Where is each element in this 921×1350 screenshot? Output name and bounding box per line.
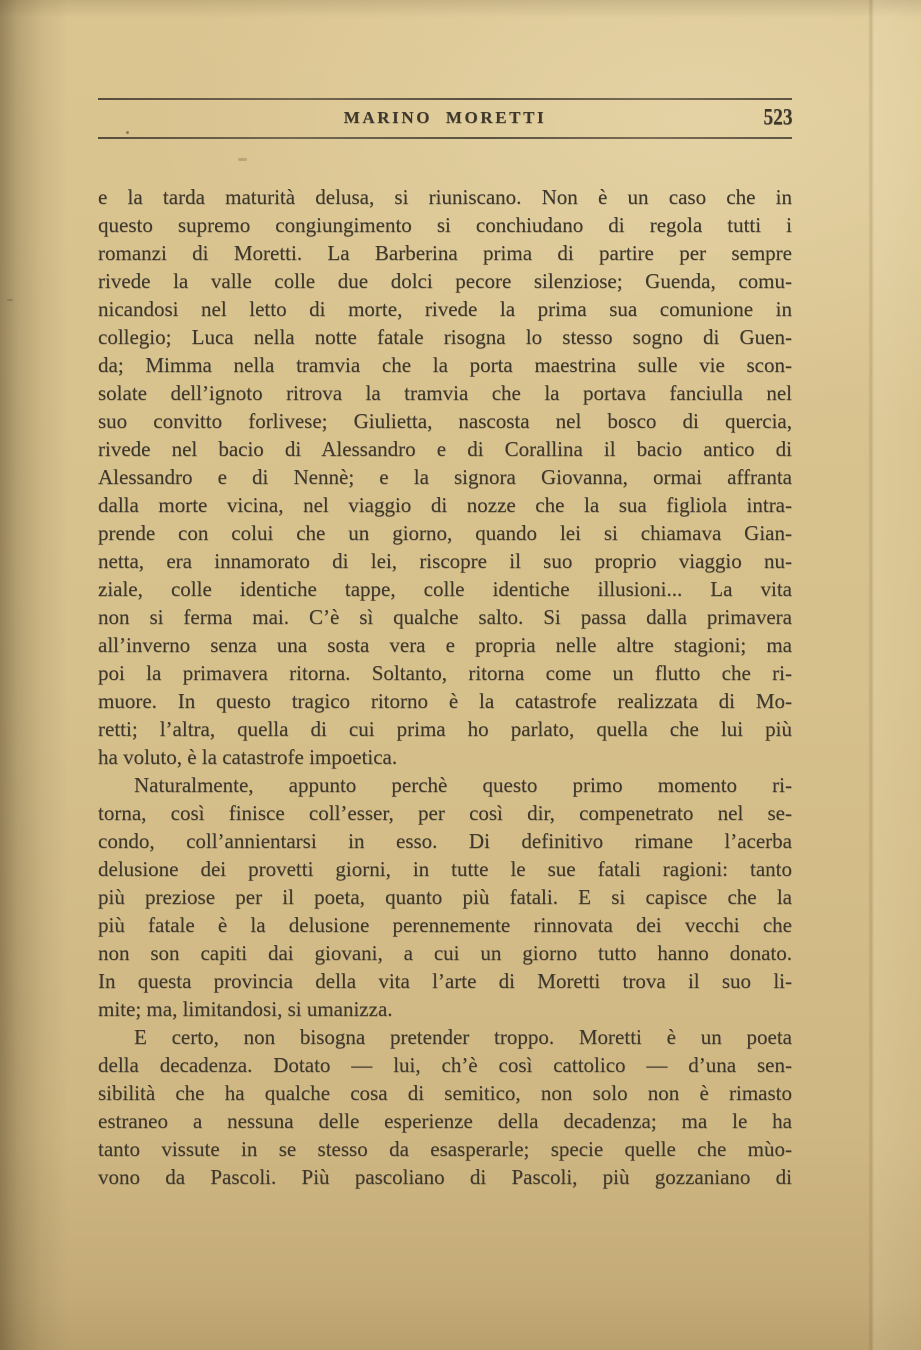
text-line: ziale, colle identiche tappe, colle identiche illusioni... La vita bbox=[98, 577, 792, 601]
text-line: più preziose per il poeta, quanto più fatali. E si capisce che la bbox=[98, 885, 792, 909]
text-line: In questa provincia della vita l’arte di Moretti trova il suo li- bbox=[98, 969, 792, 993]
text-line: collegio; Luca nella notte fatale risogna lo stesso sogno di Guen- bbox=[98, 325, 792, 349]
text-line: sibilità che ha qualche cosa di semitico, non solo non è rimasto bbox=[98, 1081, 792, 1105]
text-line: torna, così finisce coll’esser, per così dir, compenetrato nel se- bbox=[98, 801, 792, 825]
text-line: nicandosi nel letto di morte, rivede la prima sua comunione in bbox=[98, 297, 792, 321]
scan-smudge bbox=[238, 158, 247, 161]
paragraph bbox=[98, 183, 792, 771]
text-line: prende con colui che un giorno, quando lei si chiamava Gian- bbox=[98, 521, 792, 545]
text-line: rivede la valle colle due dolci pecore silenziose; Guenda, comu- bbox=[98, 269, 792, 293]
text-line: estraneo a nessuna delle esperienze della decadenza; ma le ha bbox=[98, 1109, 792, 1133]
text-line: netta, era innamorato di lei, riscopre il suo proprio viaggio nu- bbox=[98, 549, 792, 573]
page-content bbox=[98, 0, 792, 1350]
paragraph bbox=[98, 1023, 792, 1191]
running-head-title: MARINO MORETTI bbox=[343, 107, 547, 127]
text-line: E certo, non bisogna pretender troppo. Moretti è un poeta bbox=[134, 1025, 792, 1049]
text-line: retti; l’altra, quella di cui prima ho parlato, quella che lui più bbox=[98, 717, 792, 741]
text-line: non si ferma mai. C’è sì qualche salto. Si passa dalla primavera bbox=[98, 605, 792, 629]
text-line: Naturalmente, appunto perchè questo primo momento ri- bbox=[134, 773, 792, 797]
text-line: più fatale è la delusione perennemente rinnovata dei vecchi che bbox=[98, 913, 792, 937]
text-block bbox=[98, 183, 792, 1191]
text-line: muore. In questo tragico ritorno è la catastrofe realizzata di Mo- bbox=[98, 689, 792, 713]
paragraph bbox=[98, 771, 792, 1023]
text-line: solate dell’ignoto ritrova la tramvia che la portava fanciulla nel bbox=[98, 381, 792, 405]
text-line: all’inverno senza una sosta vera e propria nelle altre stagioni; ma bbox=[98, 633, 792, 657]
text-line: condo, coll’annientarsi in esso. Di definitivo rimane l’acerba bbox=[98, 829, 792, 853]
header-rule-bottom bbox=[98, 137, 792, 139]
text-line: mite; ma, limitandosi, si umanizza. bbox=[98, 997, 393, 1021]
text-line: delusione dei provetti giorni, in tutte le sue fatali ragioni: tanto bbox=[98, 857, 792, 881]
text-line: romanzi di Moretti. La Barberina prima di partire per sempre bbox=[98, 241, 792, 265]
text-line: dalla morte vicina, nel viaggio di nozze che la sua figliola intra- bbox=[98, 493, 792, 517]
running-head bbox=[98, 98, 792, 137]
text-line: e la tarda maturità delusa, si riuniscano. Non è un caso che in bbox=[98, 185, 792, 209]
text-line: da; Mimma nella tramvia che la porta maestrina sulle vie scon- bbox=[98, 353, 792, 377]
text-line: suo convitto forlivese; Giulietta, nascosta nel bosco di quercia, bbox=[98, 409, 792, 433]
page-number: 523 bbox=[763, 103, 792, 129]
text-line: rivede nel bacio di Alessandro e di Corallina il bacio antico di bbox=[98, 437, 792, 461]
text-line: Alessandro e di Nennè; e la signora Giovanna, ormai affranta bbox=[98, 465, 792, 489]
text-line: tanto vissute in se stesso da esasperarle; specie quelle che mùo- bbox=[98, 1137, 792, 1161]
text-line: vono da Pascoli. Più pascoliano di Pascoli, più gozzaniano di bbox=[98, 1165, 792, 1189]
text-line: poi la primavera ritorna. Soltanto, ritorna come un flutto che ri- bbox=[98, 661, 792, 685]
text-line: della decadenza. Dotato — lui, ch’è così cattolico — d’una sen- bbox=[98, 1053, 792, 1077]
text-line: ha voluto, è la catastrofe impoetica. bbox=[98, 745, 398, 769]
text-line: non son capiti dai giovani, a cui un giorno tutto hanno donato. bbox=[98, 941, 792, 965]
scan-smudge bbox=[7, 299, 13, 301]
scan-speck bbox=[126, 131, 129, 134]
text-line: questo supremo congiungimento si conchiudano di regola tutti i bbox=[98, 213, 792, 237]
